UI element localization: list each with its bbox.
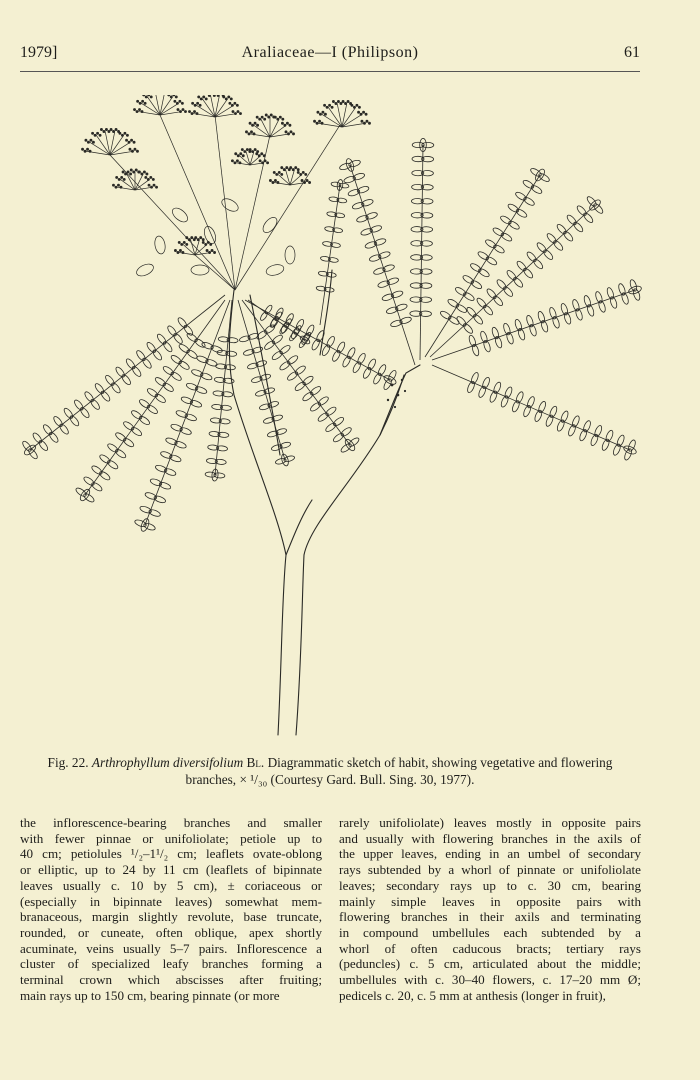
pinnate-leaf: [425, 167, 551, 357]
text-line: umbellules with c. 30–40 flowers, c. 17–20 mm Ø;: [339, 972, 641, 988]
umbel: [269, 167, 310, 185]
body-column-right: [339, 815, 641, 1003]
text-line: leaves; secondary rays up to c. 30 cm, bearing: [339, 877, 641, 893]
umbel: [245, 114, 294, 137]
text-line: pedicels c. 20, c. 5 mm at anthesis (longer in fruit),: [339, 987, 606, 1003]
pinnate-leaf: [238, 300, 295, 467]
umbel: [174, 237, 215, 255]
inflorescence-ray: [235, 135, 270, 290]
inflorescence-ray: [215, 115, 235, 290]
pinnate-leaf: [410, 138, 434, 360]
caption-author: Bl.: [246, 755, 265, 770]
volume-year: 1979]: [20, 44, 58, 61]
text-line: and usually with flowering branches in the axils of: [339, 830, 641, 846]
pinnate-leaf: [430, 195, 604, 357]
caption-label: Fig. 22.: [47, 755, 89, 770]
inflorescence-ray: [110, 155, 235, 290]
umbel: [231, 148, 268, 165]
caption-text-line1: Diagrammatic sketch of habit, showing vegetative and flowering: [267, 755, 613, 770]
text-line: leaves usually c. 10 by 5 cm), ± coriaceous or: [20, 877, 322, 893]
text-line: with fewer pinnae or unifoliolate; petiole up to: [20, 830, 322, 846]
text-line: branaceous, margin slightly revolute, base truncate,: [20, 909, 322, 925]
text-line: (peduncles) c. 5 cm, articulated about the middle;: [339, 956, 641, 972]
pinnate-leaf: [75, 300, 225, 503]
text-line: rarely unifoliolate) leaves mostly in opposite pairs: [339, 815, 641, 830]
text-line: or elliptic, up to 24 by 11 cm (leaflets of bipinnate: [20, 862, 322, 878]
trunk: [229, 290, 286, 735]
umbel: [81, 128, 138, 155]
crown-leaf: [191, 265, 209, 275]
inflorescence-ray: [160, 115, 235, 290]
text-line: mainly simple leaves in opposite pairs with: [339, 893, 641, 909]
text-line: flowering branches in their axils and terminating: [339, 909, 641, 925]
caption-text-line2: branches, × ¹/₃₀ (Courtesy Gard. Bull. Sing. 30, 1977).: [185, 772, 475, 787]
text-line: the upper leaves, ending in an umbel of secondary: [339, 846, 641, 862]
running-header: [20, 44, 640, 70]
text-line: terminal crown which abscisses after fruiting;: [20, 972, 322, 988]
pinnate-leaf: [134, 300, 230, 532]
text-line: (especially in bipinnate leaves) somewhat mem-: [20, 893, 322, 909]
text-line: main rays up to 150 cm, bearing pinnate (or more: [20, 987, 280, 1003]
text-line: in compound umbellules each subtended by a: [339, 924, 641, 940]
text-line: whorl of often caducous bracts; tertiary rays: [339, 940, 641, 956]
crown-leaf: [285, 246, 295, 264]
body-column-left: [20, 815, 322, 1003]
crown-leaf: [154, 235, 167, 254]
text-line: the inflorescence-bearing branches and smaller: [20, 815, 322, 830]
pinnate-leaf: [339, 158, 415, 365]
crown-leaf: [265, 263, 285, 277]
crown-leaf: [220, 196, 241, 214]
plant-habit-illustration: [20, 95, 650, 740]
pinnate-leaf: [316, 179, 349, 325]
running-title: Araliaceae—I (Philipson): [241, 44, 419, 61]
header-rule: [20, 71, 640, 72]
text-line: acuminate, veins usually 5–7 pairs. Inflorescence a: [20, 940, 322, 956]
text-line: rounded, or cuneate, often oblique, apex shortly: [20, 924, 322, 940]
page-number: 61: [624, 44, 640, 61]
inflorescence-ray: [195, 255, 235, 290]
crown-leaf: [135, 262, 156, 279]
text-line: rays subtended by a whorl of pinnate or unifoliolate: [339, 862, 641, 878]
figure-caption: [20, 754, 640, 788]
crown-leaf: [170, 205, 190, 224]
text-line: 40 cm; petiolules ¹/₂–1¹/₂ cm; leaflets ovate-oblong: [20, 846, 322, 862]
text-line: cluster of specialized leafy branches forming a: [20, 956, 322, 972]
caption-species: Arthrophyllum diversifolium: [91, 755, 244, 770]
pinnate-leaf: [432, 365, 637, 461]
umbel: [112, 169, 157, 190]
umbel: [133, 95, 186, 115]
umbel: [188, 95, 241, 117]
umbel: [313, 100, 370, 127]
